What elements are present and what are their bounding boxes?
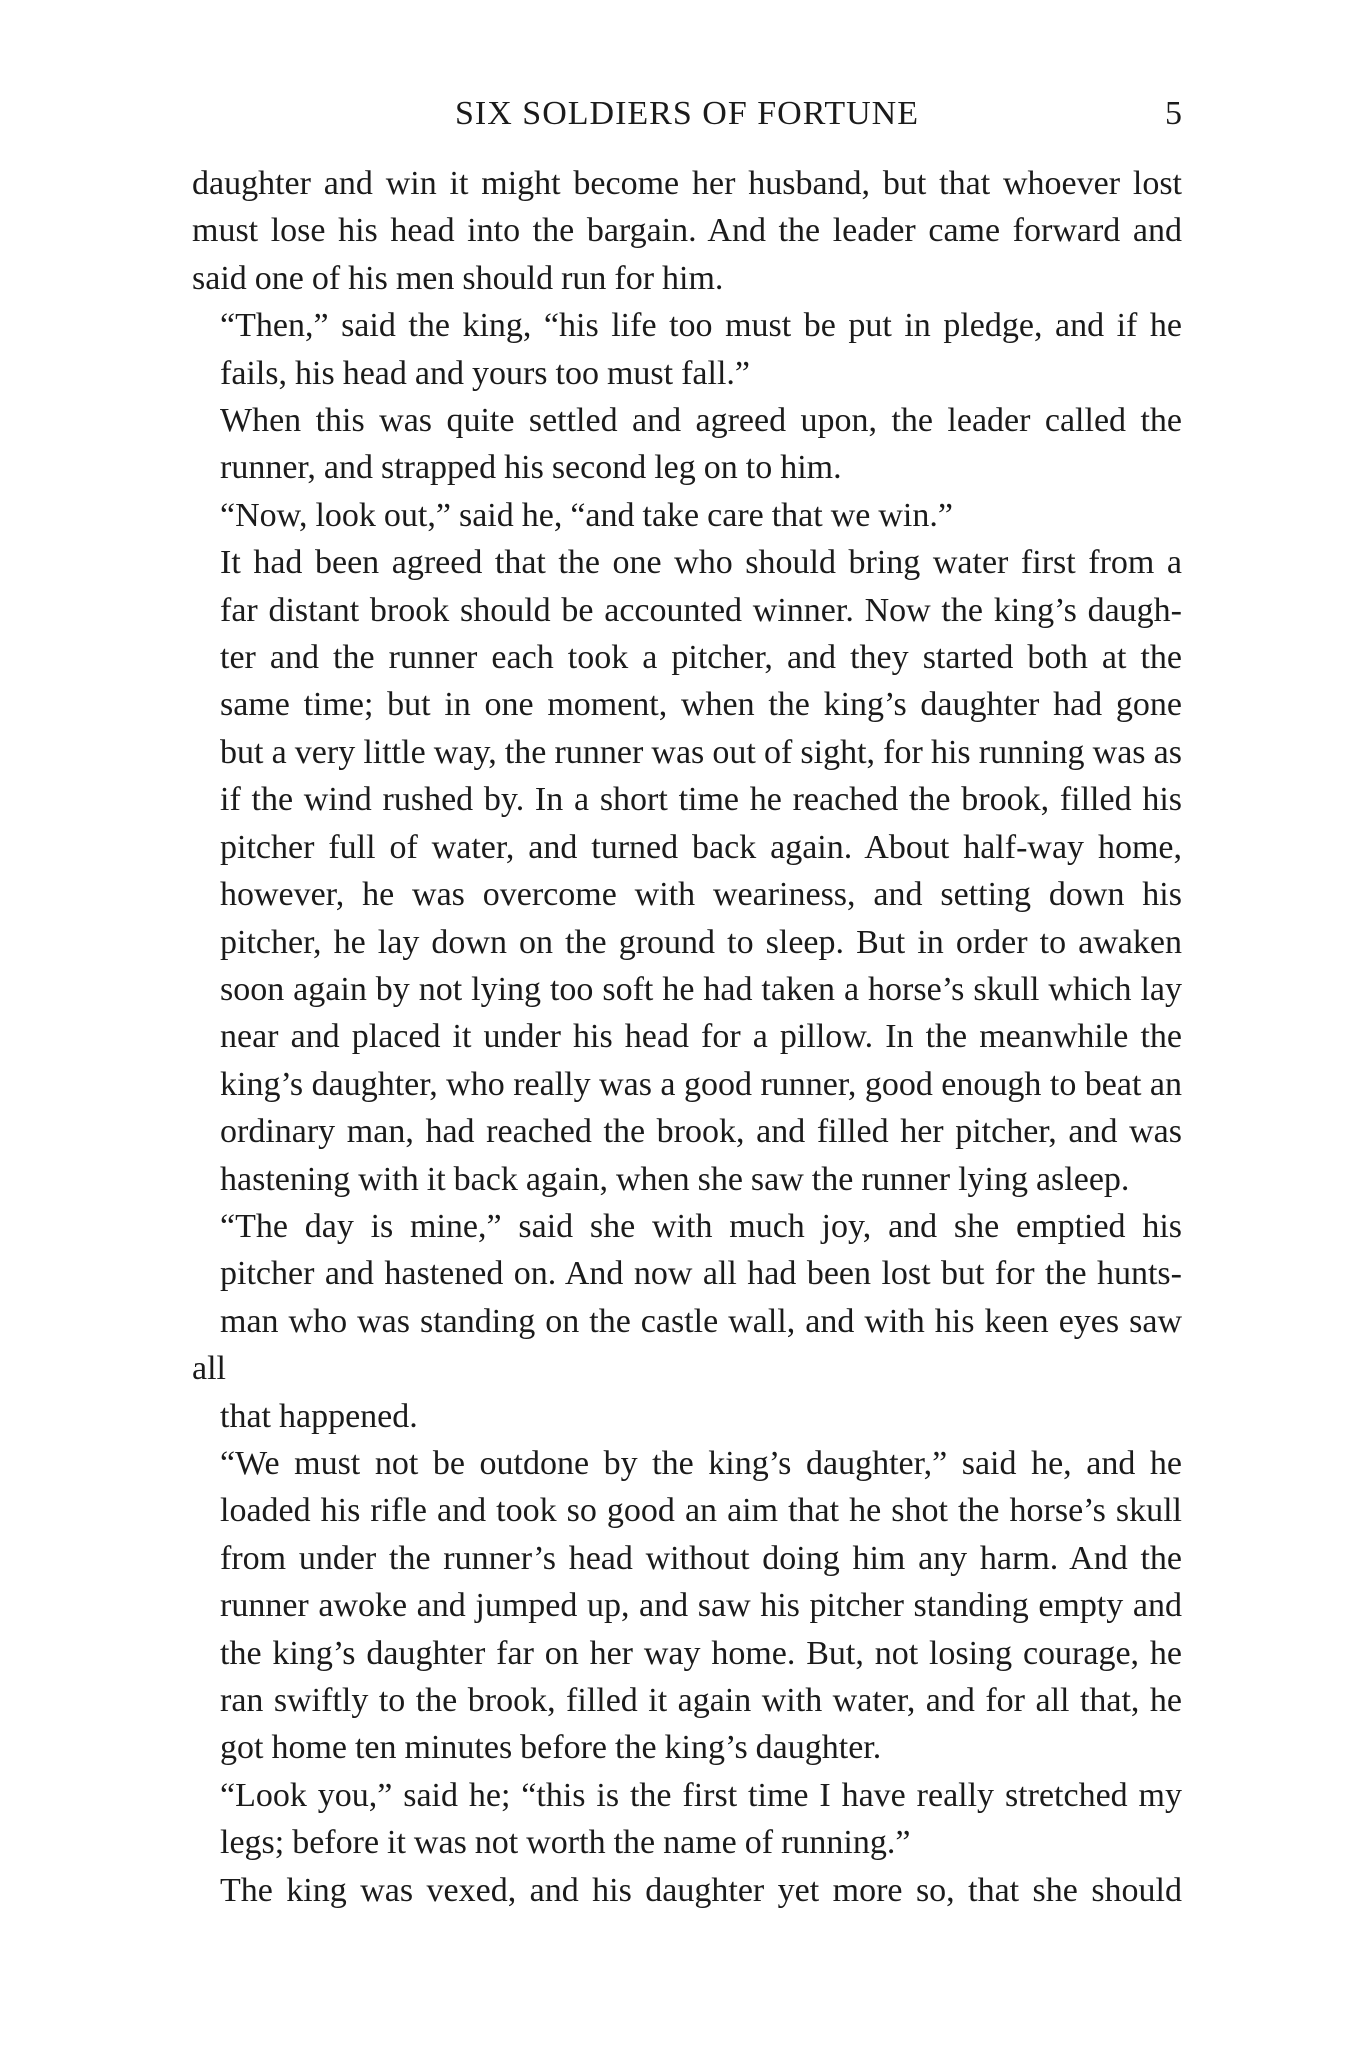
text-line: runner, and strapped his second leg on to him. xyxy=(220,449,842,487)
text-line: “Look you,” said he; “this is the first time I have really stretched my xyxy=(220,1776,1182,1814)
text-line: daughter and win it might become her husband, but that whoever lost xyxy=(192,165,1182,202)
paragraph xyxy=(192,397,1182,492)
paragraph xyxy=(192,1867,1182,1914)
text-line: When this was quite settled and agreed upon, the leader called the xyxy=(220,402,1182,440)
text-line: got home ten minutes before the king’s daughter. xyxy=(220,1729,882,1767)
text-line: ter and the runner each took a pitcher, and they started both at the xyxy=(220,639,1182,677)
text-line: pitcher full of water, and turned back again. About half-way home, xyxy=(220,828,1182,866)
text-line: same time; but in one moment, when the king’s daughter had gone xyxy=(220,686,1182,724)
text-line: but a very little way, the runner was out of sight, for his running was as xyxy=(220,733,1182,771)
paragraph xyxy=(192,492,1182,539)
text-line: far distant brook should be accounted winner. Now the king’s daugh- xyxy=(220,591,1182,629)
text-line: said one of his men should run for him. xyxy=(192,259,724,297)
text-line: runner awoke and jumped up, and saw his pitcher standing empty and xyxy=(220,1587,1182,1625)
text-line: “We must not be outdone by the king’s daughter,” said he, and he xyxy=(220,1444,1182,1482)
page-number: 5 xyxy=(1165,95,1182,132)
text-line: that happened. xyxy=(220,1397,418,1435)
text-line: It had been agreed that the one who should bring water first from a xyxy=(220,544,1182,582)
text-line: from under the runner’s head without doing him any harm. And the xyxy=(220,1539,1182,1577)
text-line: hastening with it back again, when she saw the runner lying asleep. xyxy=(220,1160,1130,1198)
running-title: SIX SOLDIERS OF FORTUNE xyxy=(455,95,919,132)
paragraph xyxy=(192,160,1182,302)
running-head xyxy=(192,88,1182,140)
text-line: if the wind rushed by. In a short time he reached the brook, filled his xyxy=(220,781,1182,819)
text-line: fails, his head and yours too must fall.” xyxy=(220,354,751,392)
text-line: king’s daughter, who really was a good runner, good enough to beat an xyxy=(220,1065,1182,1103)
paragraph xyxy=(192,1440,1182,1772)
text-line: pitcher and hastened on. And now all had been lost but for the hunts- xyxy=(220,1255,1182,1293)
text-line: loaded his rifle and took so good an aim that he shot the horse’s skull xyxy=(220,1492,1182,1530)
paragraph xyxy=(192,302,1182,397)
text-line: ordinary man, had reached the brook, and filled her pitcher, and was xyxy=(220,1113,1182,1151)
text-line: man who was standing on the castle wall, and with his keen eyes saw all xyxy=(192,1302,1182,1388)
paragraph xyxy=(192,539,1182,1203)
text-line: legs; before it was not worth the name of running.” xyxy=(220,1824,911,1862)
body-text xyxy=(192,160,1182,1914)
text-line: near and placed it under his head for a pillow. In the meanwhile the xyxy=(220,1018,1182,1056)
text-line: “Then,” said the king, “his life too must be put in pledge, and if he xyxy=(220,307,1182,345)
text-line: ran swiftly to the brook, filled it again with water, and for all that, he xyxy=(220,1682,1182,1719)
text-line: pitcher, he lay down on the ground to sleep. But in order to awaken xyxy=(220,923,1182,961)
paragraph xyxy=(192,1203,1182,1440)
text-line: “Now, look out,” said he, “and take care that we win.” xyxy=(220,496,953,534)
text-line: must lose his head into the bargain. And the leader came forward and xyxy=(192,212,1182,250)
text-line: The king was vexed, and his daughter yet more so, that she should xyxy=(220,1871,1182,1909)
text-line: “The day is mine,” said she with much joy, and she emptied his xyxy=(220,1207,1182,1245)
text-line: the king’s daughter far on her way home. But, not losing courage, he xyxy=(220,1634,1182,1672)
paragraph xyxy=(192,1772,1182,1867)
text-line: soon again by not lying too soft he had taken a horse’s skull which lay xyxy=(220,970,1182,1008)
text-line: however, he was overcome with weariness, and setting down his xyxy=(220,876,1182,914)
